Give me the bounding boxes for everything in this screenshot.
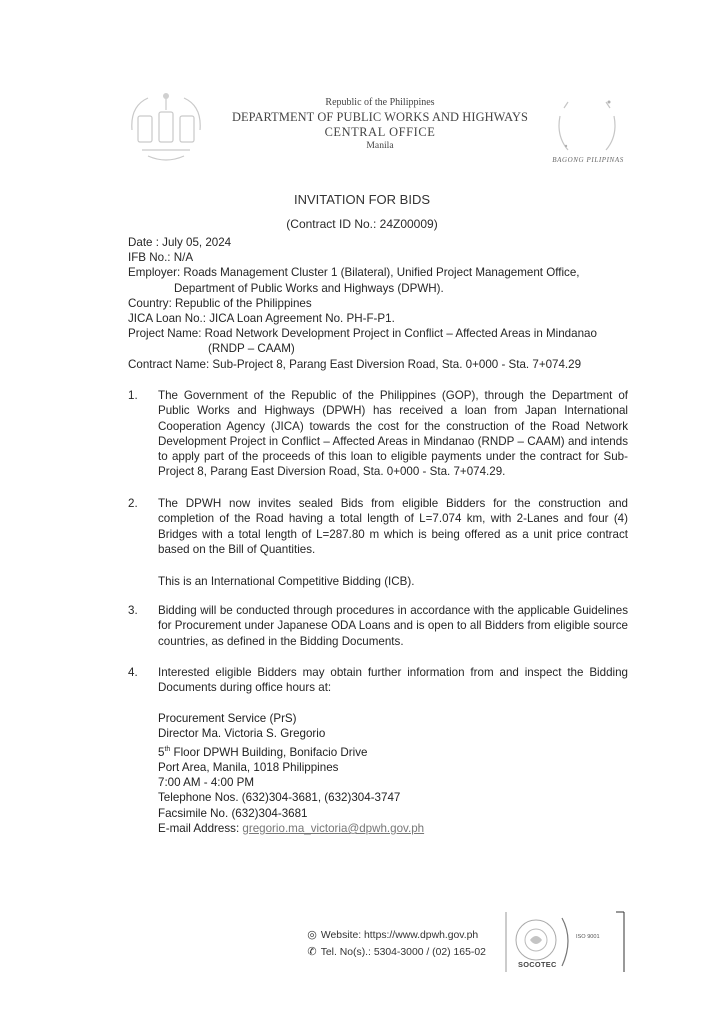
website-row xyxy=(306,927,486,944)
director-line: Director Ma. Victoria S. Gregorio xyxy=(158,727,326,741)
fax-line: Facsimile No. (632)304-3681 xyxy=(158,806,308,820)
floor-suffix: th xyxy=(164,745,171,753)
paragraph-1 xyxy=(128,388,628,480)
jica-loan-line: JICA Loan No.: JICA Loan Agreement No. PH-F-P1. xyxy=(128,312,395,326)
ifb-line: IFB No.: N/A xyxy=(128,251,194,265)
floor-line xyxy=(158,742,424,760)
project-name-line-2: (RNDP – CAAM) xyxy=(208,342,295,356)
telephone-line: Telephone Nos. (632)304-3681, (632)304-3747 xyxy=(158,791,401,805)
icb-note: This is an International Competitive Bidding (ICB). xyxy=(158,575,415,588)
office-name: CENTRAL OFFICE xyxy=(324,125,436,139)
email-line xyxy=(158,821,424,836)
certification-block xyxy=(504,910,628,976)
globe-icon: ◎ xyxy=(307,929,317,941)
contract-name-line: Contract Name: Sub-Project 8, Parang East Diversion Road, Sta. 0+000 - Sta. 7+074.29 xyxy=(128,357,582,371)
office-line: Procurement Service (PrS) xyxy=(158,712,297,725)
dpwh-seal-logo xyxy=(124,86,208,166)
address-line: Port Area, Manila, 1018 Philippines xyxy=(158,760,339,774)
employer-line: Employer: Roads Management Cluster 1 (Bilateral), Unified Project Management Office, xyxy=(128,266,580,280)
paragraph-4 xyxy=(128,665,628,696)
email-label: E-mail Address: xyxy=(158,821,243,835)
document-title: INVITATION FOR BIDS xyxy=(293,192,431,207)
paragraph-2 xyxy=(128,496,628,557)
phone-icon: ✆ xyxy=(307,946,317,958)
paragraph-text: The Government of the Republic of the Philippines (GOP), through the Department of Public Works and Highways (DPWH) has received a loan from Japan International Cooperation Agency (JICA) towards the cost for the construction of the Road Network Development Project in Conflict – Affected Areas in Mindanao (RNDP – CAAM) and intends to apply part of the proceeds of this loan to eligible payments under the contract for Sub-Project 8, Parang East Diversion Road, Sta. 0+000 - Sta. 7+074.29. xyxy=(158,389,628,479)
country-line: Country: Republic of the Philippines xyxy=(128,296,312,310)
floor-address: Floor DPWH Building, Bonifacio Drive xyxy=(170,745,368,759)
iso-label: ISO 9001 xyxy=(576,934,600,940)
hours-line: 7:00 AM - 4:00 PM xyxy=(158,776,255,790)
socotec-label: SOCOTEC xyxy=(518,960,557,969)
paragraph-text: The DPWH now invites sealed Bids from eligible Bidders for the construction and completion of the Road having a total length of L=7.074 km, with 2-Lanes and four (4) Bridges with a total length of L=287.80 m which is being offered as a unit price contract based on the Bill of Quantities. xyxy=(158,497,628,556)
paragraph-text: Interested eligible Bidders may obtain further information from and inspect the Bidding Documents during office hours at: xyxy=(158,666,628,695)
contact-block xyxy=(158,711,424,836)
department-name: DEPARTMENT OF PUBLIC WORKS AND HIGHWAYS xyxy=(231,110,529,124)
paragraph-text: Bidding will be conducted through procedures in accordance with the applicable Guidelines for Procurement under Japanese ODA Loans and is open to all Bidders from eligible source countries, as defined in the Bidding Documents. xyxy=(158,604,628,648)
republic-line: Republic of the Philippines xyxy=(325,97,435,108)
contract-id: (Contract ID No.: 24Z00009) xyxy=(286,217,438,231)
paragraph-number: 2. xyxy=(128,497,138,510)
tel-text: Tel. No(s).: 5304-3000 / (02) 165-02 xyxy=(320,947,486,958)
paragraph-3 xyxy=(128,603,628,649)
project-name-line: Project Name: Road Network Development Project in Conflict – Affected Areas in Mindanao xyxy=(128,327,597,341)
bagong-pilipinas-text: BAGONG PILIPINAS xyxy=(552,156,624,164)
email-link[interactable]: gregorio.ma_victoria@dpwh.gov.ph xyxy=(242,821,425,835)
meta-block xyxy=(128,235,597,372)
tel-row xyxy=(306,944,486,961)
paragraph-number: 3. xyxy=(128,604,138,617)
floor-number: 5 xyxy=(158,745,165,759)
website-text[interactable]: Website: https://www.dpwh.gov.ph xyxy=(320,930,479,941)
date-line: Date : July 05, 2024 xyxy=(128,236,232,249)
employer-line-2: Department of Public Works and Highways (DPWH). xyxy=(174,281,444,295)
paragraph-number: 1. xyxy=(128,389,138,402)
city-name: Manila xyxy=(366,140,394,151)
paragraph-number: 4. xyxy=(128,666,138,679)
footer-contact xyxy=(306,927,486,961)
